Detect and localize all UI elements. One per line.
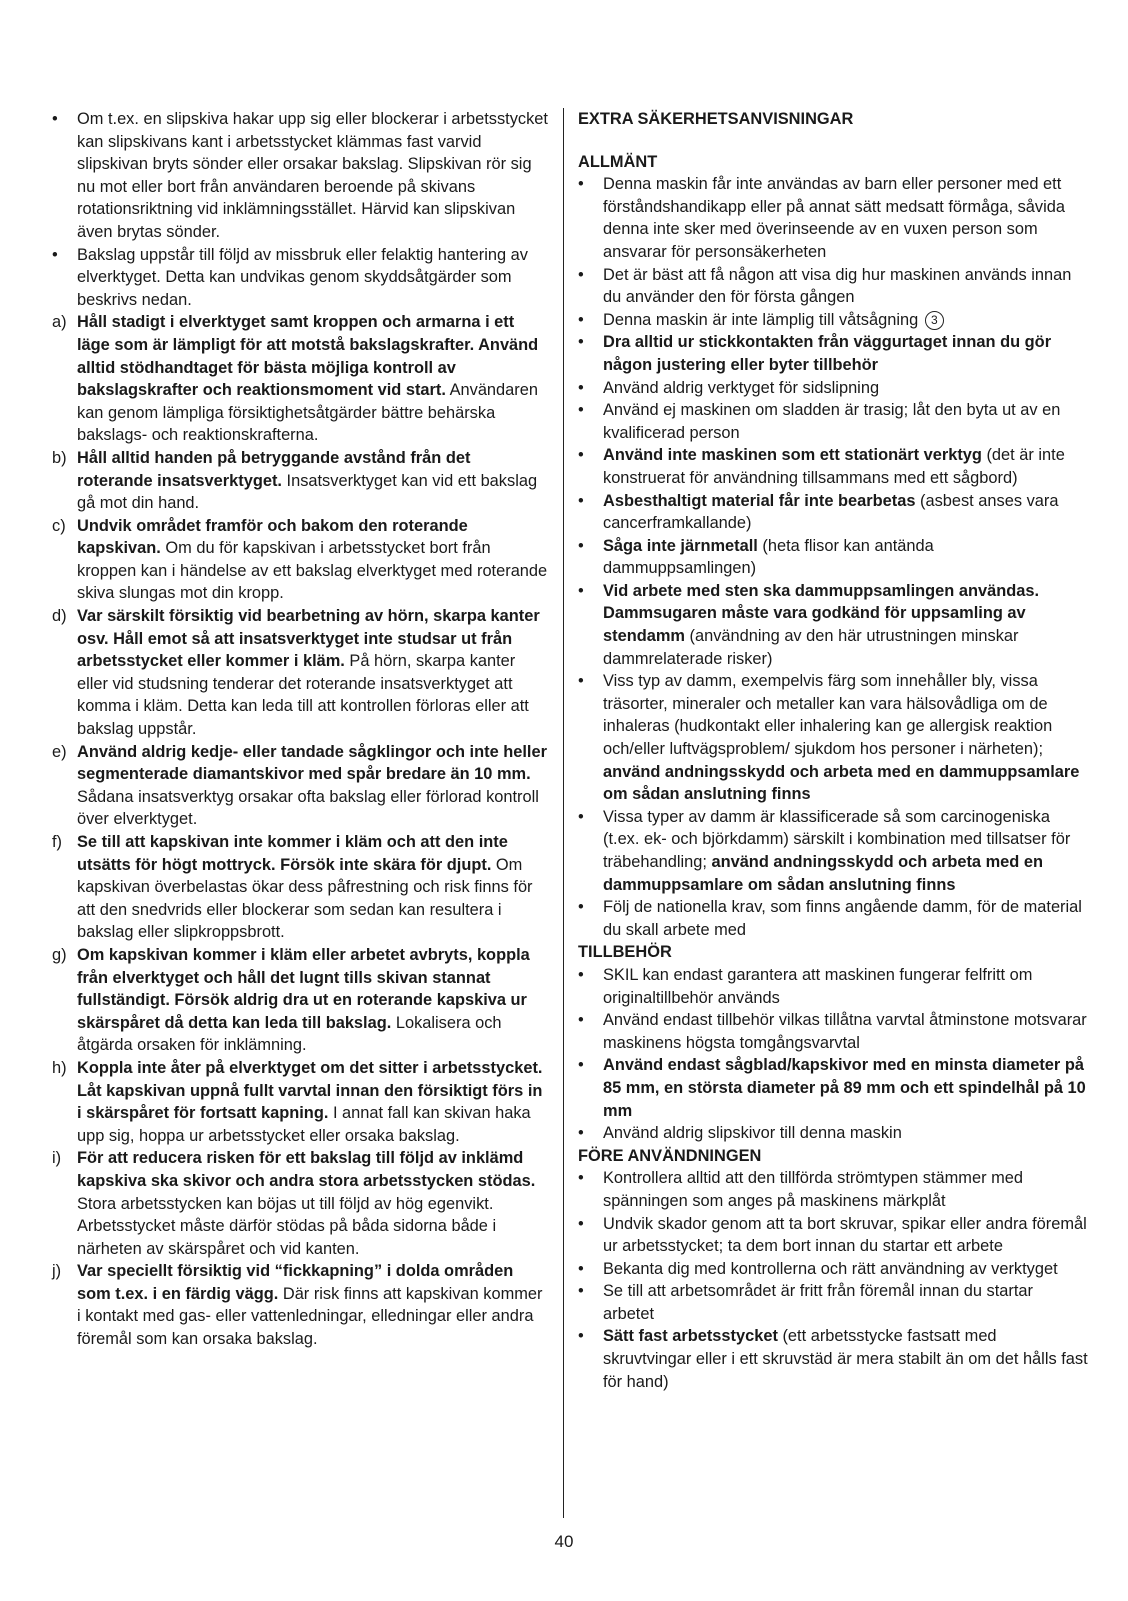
- section-heading: FÖRE ANVÄNDNINGEN: [578, 1146, 762, 1165]
- item-text: Om kapskivan överbelastas ökar dess påfrestning och risk finns för att den snedvrids eller blockerar som sedan kan resultera i bakslag eller slipkroppsbrott.: [77, 855, 533, 942]
- item-bold-text: Koppla inte åter på elverktyget om det sitter i arbetsstycket. Låt kapskivan uppnå fullt varvtal innan den försiktigt förs in i skärspåret för fortsatt kapning.: [77, 1058, 543, 1123]
- item-text: Denna maskin får inte användas av barn eller personer med ett förståndshandikapp eller på annat sätt medsatt förmåga, såvida denna inte sker med överinseende av en vuxen person som ansvarar för personsäkerheten: [603, 175, 1065, 261]
- item-bold-text: Använd endast sågblad/kapskivor med en minsta diameter på 85 mm, en största diameter på 89 mm och ett spindelhål på 10 mm: [603, 1056, 1086, 1120]
- list-item: [578, 331, 1088, 376]
- item-text: Använd aldrig slipskivor till denna maskin: [603, 1124, 902, 1143]
- item-bold-text: Dra alltid ur stickkontakten från väggurtaget innan du gör någon justering eller byter tillbehör: [603, 333, 1052, 374]
- list-item: [52, 831, 548, 944]
- list-item: [52, 108, 548, 244]
- list-item: [52, 1057, 548, 1147]
- bullet-icon: •: [578, 1327, 584, 1346]
- item-bold-text: Undvik området framför och bakom den roterande kapskivan.: [77, 516, 468, 558]
- list-item: [578, 264, 1088, 309]
- figure-reference-icon: 3: [925, 311, 944, 330]
- list-item: [52, 741, 548, 831]
- item-bold-text: använd andningsskydd och arbeta med en dammuppsamlare om sådan anslutning finns: [603, 853, 1043, 894]
- item-marker: b): [52, 448, 67, 467]
- item-text: (användning av den här utrustningen minskar dammrelaterade risker): [603, 627, 1019, 668]
- bullet-icon: •: [578, 1259, 584, 1278]
- item-text: I annat fall kan skivan haka upp sig, hoppa ur arbetsstycket eller orsaka bakslag.: [77, 1104, 531, 1145]
- list-item: [578, 1054, 1088, 1122]
- item-bold-text: använd andningsskydd och arbeta med en dammuppsamlare om sådan anslutning finns: [603, 762, 1080, 804]
- item-text: Det är bäst att få någon att visa dig hur maskinen används innan du använder den för första gången: [603, 265, 1072, 307]
- item-text: Denna maskin är inte lämplig till våtsågning: [603, 310, 919, 329]
- item-text: Viss typ av damm, exempelvis färg som innehåller bly, vissa träsorter, mineraler och metaller kan vara hälsovådliga om de inhaleras (hudkontakt eller inhalering kan ge allergisk reaktion och/eller luftvägsproblem/ sjukdom hos personer i närheten);: [603, 672, 1053, 759]
- item-text: (asbest anses vara cancerframkallande): [603, 491, 1059, 533]
- section-title: EXTRA SÄKERHETSANVISNINGAR: [578, 110, 854, 128]
- item-text: Lokalisera och åtgärda orsaken för inklämning.: [77, 1013, 502, 1055]
- item-text: Undvik skador genom att ta bort skruvar, spikar eller andra föremål ur arbetsstycket; ta dem bort innan du startar ett arbete: [603, 1214, 1087, 1256]
- item-marker: f): [52, 833, 63, 851]
- bullet-icon: •: [578, 536, 584, 555]
- list-item: [578, 670, 1088, 806]
- item-bold-text: Håll alltid handen på betryggande avstånd från det roterande insatsverktyget.: [77, 448, 471, 490]
- section-heading: ALLMÄNT: [578, 152, 658, 171]
- bullet-icon: •: [578, 1056, 584, 1075]
- list-item: [578, 1122, 1088, 1145]
- item-marker: d): [52, 607, 67, 626]
- column-divider: [563, 108, 564, 1518]
- item-text: Vissa typer av damm är klassificerade så som carcinogeniska (t.ex. ek- och björkdamm) särskilt i kombination med tillsatser för träbehandling;: [603, 807, 1071, 871]
- bullet-icon: •: [578, 265, 584, 284]
- list-item: [578, 964, 1088, 1009]
- item-text: Sådana insatsverktyg orsakar ofta bakslag eller förlorad kontroll över elverktyget.: [77, 787, 539, 829]
- item-text: Använd ej maskinen om sladden är trasig; låt den byta ut av en kvalificerad person: [603, 401, 1061, 442]
- item-text: Kontrollera alltid att den tillförda strömtypen stämmer med spänningen som anges på maskinens märkplåt: [603, 1169, 1023, 1210]
- item-text: Om t.ex. en slipskiva hakar upp sig eller blockerar i arbetsstycket kan slipskivans kant i arbetsstycket klämmas fast varvid slipskivan bryts sönder eller orsakar bakslag. Slipskivan rör sig nu mot eller bort från användaren beroende på skivans rotationsriktning vid inklämningsstället. Härvid kan slipskivan även brytas sönder.: [77, 110, 548, 241]
- right-column: [578, 108, 1088, 1393]
- list-item: [578, 535, 1088, 580]
- bullet-icon: •: [578, 446, 584, 465]
- item-marker: j): [52, 1262, 62, 1281]
- item-bold-text: Asbesthaltigt material får inte bearbetas: [603, 491, 916, 510]
- item-text: (det är inte konstruerat för användning tillsammans med ett sågbord): [603, 446, 1065, 487]
- item-text: Följ de nationella krav, som finns angående damm, för de material du skall arbete med: [603, 898, 1082, 939]
- page-number: 40: [554, 1532, 574, 1551]
- item-bold-text: Var särskilt försiktig vid bearbetning av hörn, skarpa kanter osv. Håll emot så att insatsverktyget inte studsar ut från arbetsstycket eller kommer i kläm.: [77, 607, 540, 671]
- bullet-icon: •: [578, 807, 584, 826]
- list-item: [578, 1213, 1088, 1258]
- item-text: (ett arbetsstycke fastsatt med skruvtvingar eller i ett skruvstäd är mera stabilt än om det hålls fast för hand): [603, 1327, 1088, 1391]
- bullet-icon: •: [578, 672, 584, 691]
- list-item: [52, 1147, 548, 1260]
- item-marker: g): [52, 945, 67, 964]
- list-item: [578, 1258, 1088, 1281]
- bullet-icon: •: [578, 1169, 584, 1188]
- item-bold-text: Vid arbete med sten ska dammuppsamlingen användas. Dammsugaren måste vara godkänd för uppsamling av stendamm: [603, 581, 1040, 646]
- bullet-icon: •: [578, 378, 584, 397]
- list-item: [578, 444, 1088, 489]
- bullet-icon: •: [578, 333, 584, 352]
- bullet-icon: •: [578, 491, 584, 510]
- item-bold-text: För att reducera risken för ett bakslag till följd av inklämd kapskiva ska skivor och andra stora arbetsstycken stödas.: [77, 1149, 536, 1190]
- item-text: (heta flisor kan antända dammuppsamlingen): [603, 536, 934, 578]
- item-bold-text: Använd inte maskinen som ett stationärt verktyg: [603, 446, 982, 465]
- item-text: Använd endast tillbehör vilkas tillåtna varvtal åtminstone motsvarar maskinens högsta tomgångsvarvtal: [603, 1011, 1087, 1052]
- list-item: [52, 944, 548, 1057]
- list-item: [578, 309, 1088, 332]
- item-bold-text: Håll stadigt i elverktyget samt kroppen och armarna i ett läge som är lämpligt för att motstå bakslagskrafter. Använd alltid stödhandtaget för bästa möjliga kontroll av bakslagskrafter och reaktionsmoment vid start.: [77, 313, 539, 400]
- item-text: Där risk finns att kapskivan kommer i kontakt med gas- eller vattenledningar, elledningar eller andra föremål som kan orsaka bakslag.: [77, 1284, 543, 1349]
- item-marker: •: [52, 110, 58, 128]
- bullet-icon: •: [578, 1214, 584, 1233]
- item-marker: h): [52, 1058, 67, 1077]
- list-item: [578, 806, 1088, 896]
- item-text: Bakslag uppstår till följd av missbruk eller felaktig hantering av elverktyget. Detta kan undvikas genom skyddsåtgärder som beskrivs nedan.: [77, 245, 528, 309]
- bullet-icon: •: [578, 1282, 584, 1301]
- list-item: [578, 1167, 1088, 1212]
- item-marker: c): [52, 516, 66, 535]
- bullet-icon: •: [578, 401, 584, 420]
- item-marker: a): [52, 313, 67, 332]
- item-bold-text: Använd aldrig kedje- eller tandade sågklingor och inte heller segmenterade diamantskivor med spår bredare än 10 mm.: [77, 742, 547, 784]
- bullet-icon: •: [578, 581, 584, 600]
- item-bold-text: Var speciellt försiktig vid “fickkapning” i dolda områden som t.ex. i en färdig vägg.: [77, 1262, 514, 1303]
- list-item: [52, 311, 548, 447]
- item-text: Användaren kan genom lämpliga försiktighetsåtgärder bättre behärska bakslags- och reaktionskrafterna.: [77, 381, 538, 445]
- list-item: [578, 896, 1088, 941]
- item-text: Om du för kapskivan i arbetsstycket bort från kroppen kan i händelse av ett bakslag elverktyget med roterande skiva slungas mot din kropp.: [77, 539, 548, 603]
- list-item: [578, 1009, 1088, 1054]
- item-marker: •: [52, 245, 58, 264]
- list-item: [578, 173, 1088, 263]
- item-text: Bekanta dig med kontrollerna och rätt användning av verktyget: [603, 1259, 1058, 1278]
- item-marker: i): [52, 1149, 62, 1168]
- section-heading: TILLBEHÖR: [578, 943, 672, 962]
- bullet-icon: •: [578, 175, 584, 194]
- list-item: [578, 399, 1088, 444]
- bullet-icon: •: [578, 1011, 584, 1030]
- bullet-icon: •: [578, 310, 584, 329]
- list-item: [578, 1325, 1088, 1393]
- list-item: [52, 244, 548, 312]
- list-item: [578, 1280, 1088, 1325]
- item-marker: e): [52, 742, 67, 761]
- bullet-icon: •: [578, 898, 584, 917]
- item-text: SKIL kan endast garantera att maskinen fungerar felfritt om originaltillbehör används: [603, 965, 1033, 1007]
- list-item: [52, 515, 548, 605]
- list-item: [52, 605, 548, 741]
- item-text: Stora arbetsstycken kan böjas ut till följd av hög egenvikt. Arbetsstycket måste därför stödas på båda sidorna både i närheten av skärspåret och vid kanten.: [77, 1194, 497, 1258]
- bullet-icon: •: [578, 965, 584, 984]
- item-text: Se till att arbetsområdet är fritt från föremål innan du startar arbetet: [603, 1282, 1033, 1323]
- list-item: [52, 447, 548, 515]
- item-text: Använd aldrig verktyget för sidslipning: [603, 378, 880, 397]
- list-item: [578, 580, 1088, 670]
- item-text: På hörn, skarpa kanter eller vid studsning tenderar det roterande insatsverktyget att komma i kläm. Detta kan leda till att kontrollen förloras eller att bakslag uppstår.: [77, 652, 529, 739]
- list-item: [578, 377, 1088, 400]
- item-bold-text: Om kapskivan kommer i kläm eller arbetet avbryts, koppla från elverktyget och håll det lugnt tills skivan stannat fullständigt. Försök aldrig dra ut en roterande kapskiva ur skärspåret då detta kan leda till bakslag.: [77, 945, 530, 1032]
- list-item: [578, 490, 1088, 535]
- list-item: [52, 1260, 548, 1350]
- bullet-icon: •: [578, 1124, 584, 1143]
- left-column: [52, 108, 548, 1351]
- item-bold-text: Se till att kapskivan inte kommer i kläm och att den inte utsätts för högt mottryck. Försök inte skära för djupt.: [77, 833, 508, 874]
- item-text: Insatsverktyget kan vid ett bakslag gå mot din hand.: [77, 471, 538, 513]
- item-bold-text: Såga inte järnmetall: [603, 536, 758, 555]
- item-bold-text: Sätt fast arbetsstycket: [603, 1327, 778, 1346]
